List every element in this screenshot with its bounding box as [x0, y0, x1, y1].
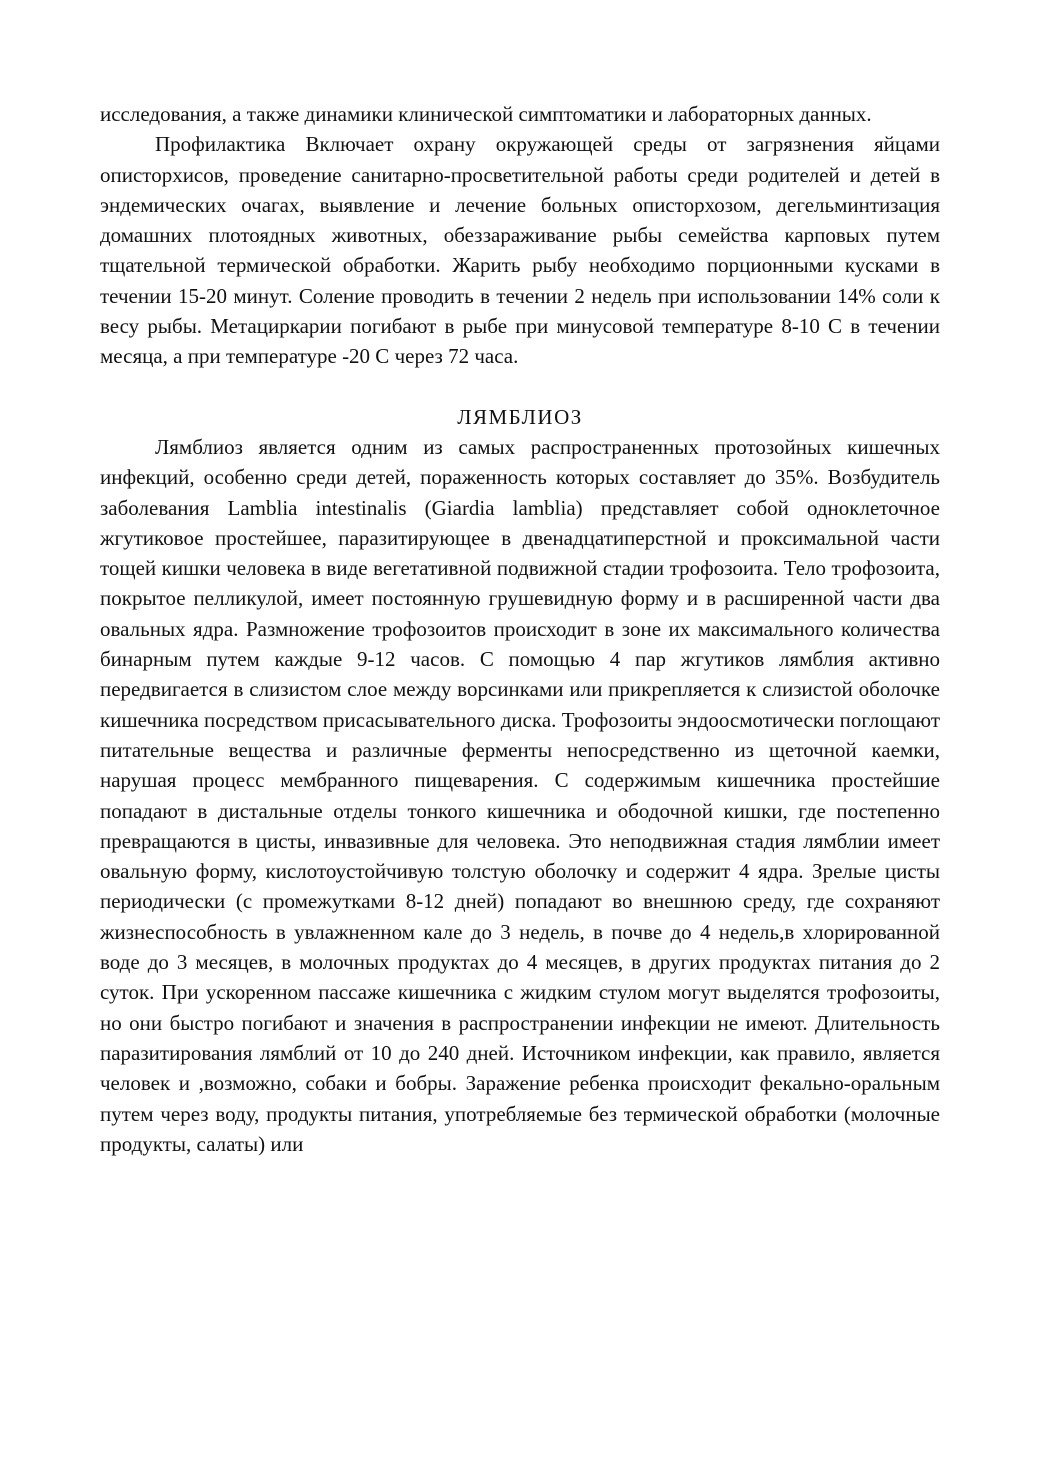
prevention-paragraph: Профилактика Включает охрану окружающей среды от загрязнения яйцами описторхисов, проведение санитарно-просветительной работы среди родителей и детей в эндемических очагах, выявление и лечение больных описторхозом, дегельминтизация домашних плотоядных животных, обеззараживание рыбы семейства карповых путем тщательной термической обработки. Жарить рыбу необходимо порционными кусками в течении 15-20 минут. Соление проводить в течении 2 недель при использовании 14% соли к весу рыбы. Метациркарии погибают в рыбе при минусовой температуре 8-10 С в течении месяца, а при температуре -20 С через 72 часа. [100, 132, 940, 369]
section-heading: ЛЯМБЛИОЗ [457, 404, 583, 429]
giardiasis-paragraph: Лямблиоз является одним из самых распространенных протозойных кишечных инфекций, особенно среди детей, пораженность которых составляет до 35%. Возбудитель заболевания Lamblia intestinalis (Giardia lamblia) представляет собой одноклеточное жгутиковое простейшее, паразитирующее в двенадцатиперстной и проксимальной части тощей кишки человека в виде вегетативной подвижной стадии трофозоита. Тело трофозоита, покрытое пелликулой, имеет постоянную грушевидную форму и в расширенной части два овальных ядра. Размножение трофозоитов происходит в зоне их максимального количества бинарным путем каждые 9-12 часов. С помощью 4 пар жгутиков лямблия активно передвигается в слизистом слое между ворсинками или прикрепляется к слизистой оболочке кишечника посредством присасывательного диска. Трофозоиты эндоосмотически поглощают питательные вещества и различные ферменты непосредственно из щеточной каемки, нарушая процесс мембранного пищеварения. С содержимым кишечника простейшие попадают в дистальные отделы тонкого кишечника и ободочной кишки, где постепенно превращаются в цисты, инвазивные для человека. Это неподвижная стадия лямблии имеет овальную форму, кислотоустойчивую толстую оболочку и содержит 4 ядра. Зрелые цисты периодически (с промежутками 8-12 дней) попадают во внешнюю среду, где сохраняют жизнеспособность в увлажненном кале до 3 недель, в почве до 4 недель,в хлорированной воде до 3 месяцев, в молочных продуктах до 4 месяцев, в других продуктах питания до 2 суток. При ускоренном пассаже кишечника с жидким стулом могут выделятся трофозоиты, но они быстро погибают и значения в распространении инфекции не имеют. Длительность паразитирования лямблий от 10 до 240 дней. Источником инфекции, как правило, является человек и ,возможно, собаки и бобры. Заражение ребенка происходит фекально-оральным путем через воду, продукты питания, употребляемые без термической обработки (молочные продукты, салаты) или [100, 434, 940, 1156]
document-page [100, 99, 940, 1159]
continued-paragraph: исследования, а также динамики клинической симптоматики и лабораторных данных. [100, 102, 872, 126]
